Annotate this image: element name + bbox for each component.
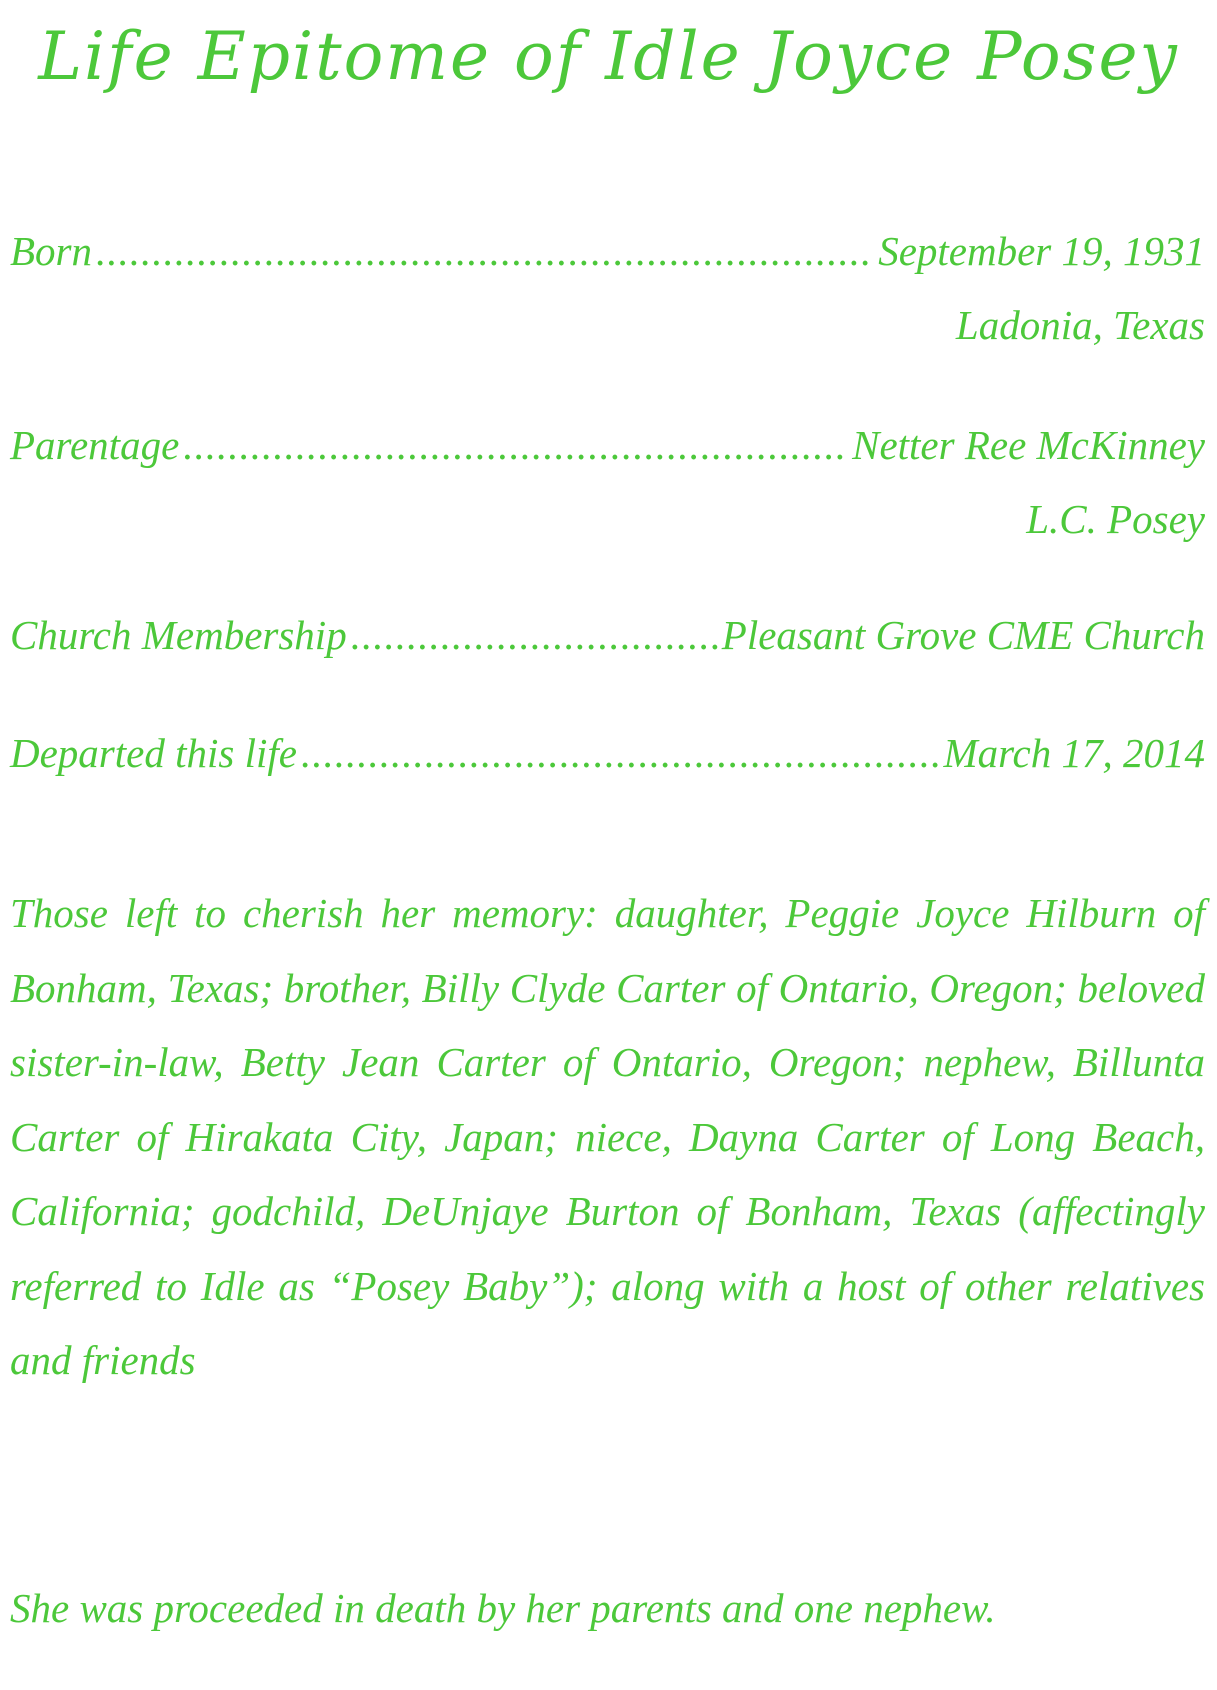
departed-entry xyxy=(10,716,1205,790)
church-entry xyxy=(10,598,1205,672)
church-label: Church Membership xyxy=(10,612,347,658)
born-label: Born xyxy=(10,228,92,274)
departed-label: Departed this life xyxy=(10,730,297,776)
dot-leader xyxy=(183,408,848,482)
born-row xyxy=(10,214,1205,288)
born-entry xyxy=(10,214,1205,362)
page-title: Life Epitome of Idle Joyce Posey xyxy=(38,18,1179,95)
dot-leader xyxy=(301,716,939,790)
departed-row xyxy=(10,716,1205,790)
born-date: September 19, 1931 xyxy=(878,228,1205,274)
parentage-entry xyxy=(10,408,1205,556)
church-name: Pleasant Grove CME Church xyxy=(721,612,1205,658)
born-place: Ladonia, Texas xyxy=(955,302,1205,348)
parentage-label: Parentage xyxy=(10,422,180,468)
dot-leader xyxy=(351,598,718,672)
parent-mother: Netter Ree McKinney xyxy=(852,422,1205,468)
church-row xyxy=(10,598,1205,672)
departed-date: March 17, 2014 xyxy=(943,730,1205,776)
closing-line: She was proceeded in death by her parents and one nephew. xyxy=(10,1585,996,1631)
parent-father: L.C. Posey xyxy=(1026,496,1205,542)
survivors-paragraph: Those left to cherish her memory: daughter, Peggie Joyce Hilburn of Bonham, Texas; brother, Billy Clyde Carter of Ontario, Oregon; beloved sister-in-law, Betty Jean Carter of Ontario, Oregon; nephew, Billunta Carter of Hirakata City, Japan; niece, Dayna Carter of Long Beach, California; godchild, DeUnjaye Burton of Bonham, Texas (affectingly referred to Idle as “Posey Baby”); along with a host of other relatives and friends xyxy=(10,890,1205,1383)
parentage-row xyxy=(10,408,1205,482)
dot-leader xyxy=(96,214,874,288)
